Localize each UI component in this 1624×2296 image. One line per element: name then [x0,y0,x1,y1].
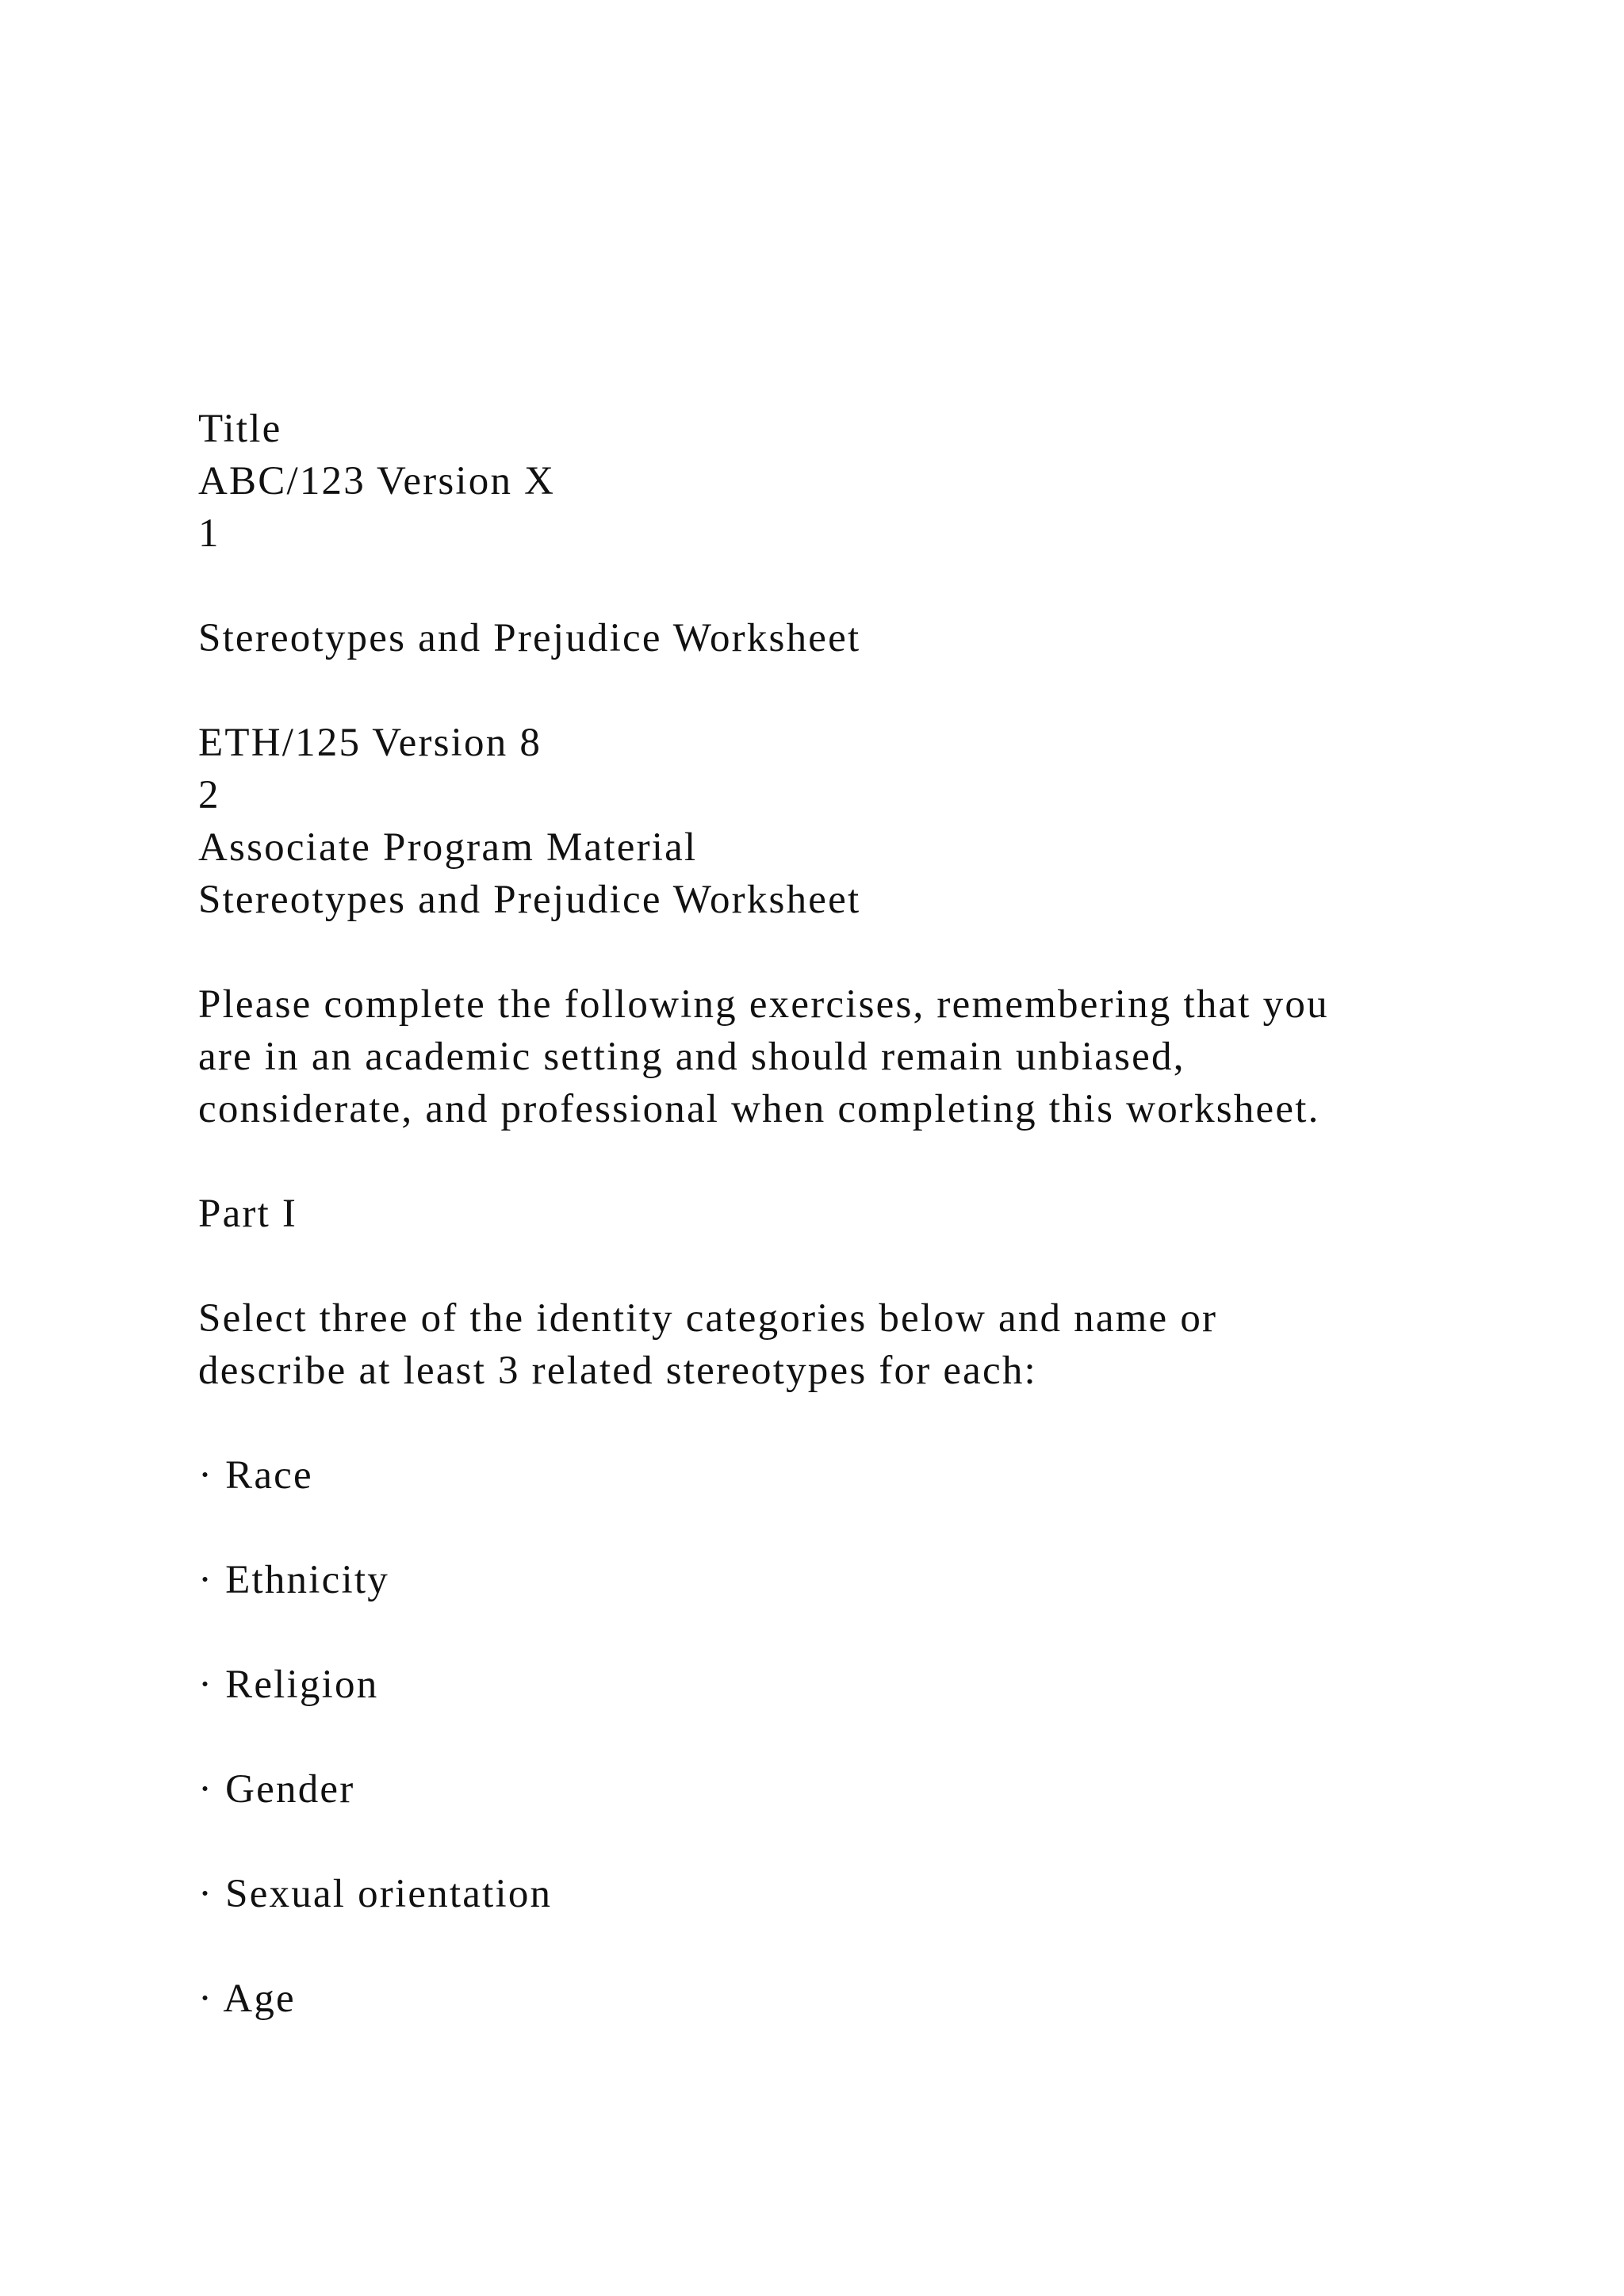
instruction-line: describe at least 3 related stereotypes for each: [198,1349,1037,1393]
intro-line: considerate, and professional when completing this worksheet. [198,1087,1320,1131]
category-item-religion: · Religion [198,1663,379,1707]
spacer [198,1711,1507,1763]
header-page-number: 1 [198,511,220,556]
document-body [198,403,1507,2025]
spacer [198,1816,1507,1868]
category-item-ethnicity: · Ethnicity [198,1558,389,1602]
spacer [198,1397,1507,1449]
category-item-gender: · Gender [198,1767,355,1812]
header-title: Title [198,407,282,451]
course-version: ETH/125 Version 8 [198,721,542,765]
document-title: Stereotypes and Prejudice Worksheet [198,616,861,660]
category-item-age: · Age [198,1976,296,2021]
course-page-number: 2 [198,773,220,817]
instruction-line: Select three of the identity categories below and name or [198,1296,1218,1341]
worksheet-title: Stereotypes and Prejudice Worksheet [198,878,861,922]
spacer [198,1920,1507,1973]
intro-line: Please complete the following exercises, remembering that you [198,982,1329,1027]
program-material-label: Associate Program Material [198,825,698,870]
category-item-sexual-orientation: · Sexual orientation [198,1872,553,1916]
spacer [198,1502,1507,1554]
spacer [198,560,1507,612]
spacer [198,664,1507,717]
spacer [198,1135,1507,1188]
spacer [198,1240,1507,1292]
spacer [198,926,1507,978]
spacer [198,1606,1507,1659]
part-heading: Part I [198,1192,298,1236]
intro-line: are in an academic setting and should remain unbiased, [198,1035,1185,1079]
header-course-version: ABC/123 Version X [198,459,556,503]
category-item-race: · Race [198,1453,313,1498]
